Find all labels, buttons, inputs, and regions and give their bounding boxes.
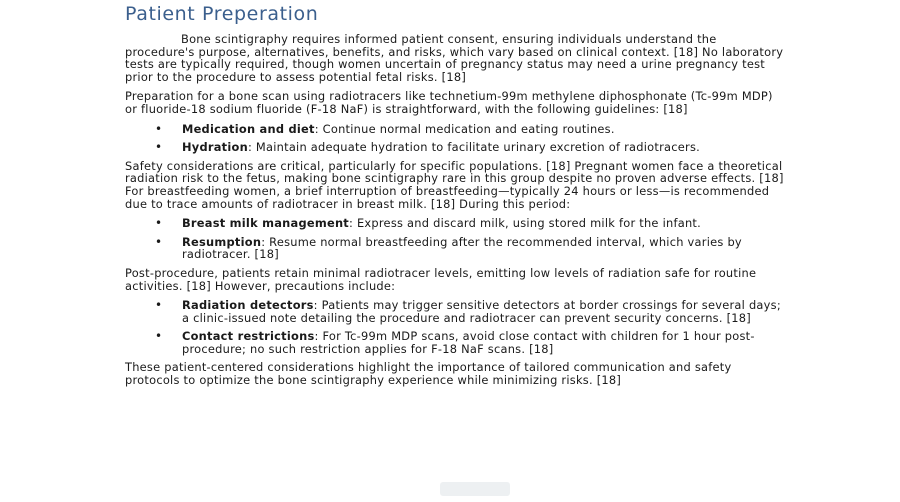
item-term: Medication and diet bbox=[182, 121, 315, 136]
intro-paragraph: Bone scintigraphy requires informed patient consent, ensuring individuals understand the procedure's purpose, alternatives, benefits, and risks, which vary based on clinical context. [18] No laboratory tests are typically required, though women uncertain of pregnancy status may need a urine pregnancy test prior to the procedure to assess potential fetal risks. [18] bbox=[125, 32, 784, 84]
preparation-paragraph: Preparation for a bone scan using radiotracers like technetium-99m methylene diphosphonate (Tc-99m MDP) or fluoride-18 sodium fluoride (F-18 NaF) is straightforward, with the following guidelines: [18] bbox=[125, 89, 773, 116]
document-body bbox=[125, 0, 785, 394]
bullet-icon: • bbox=[155, 216, 163, 231]
bullet-icon: • bbox=[155, 140, 163, 155]
post-procedure-paragraph: Post-procedure, patients retain minimal radiotracer levels, emitting low levels of radiation safe for routine activities. [18] However, precautions include: bbox=[125, 265, 757, 293]
item-text: : Patients may trigger sensitive detectors at border crossings for several days; a clinic-issued note detailing the procedure and radiotracer can prevent security concerns. [18] bbox=[182, 298, 781, 325]
bullet-icon: • bbox=[155, 329, 163, 344]
list-item bbox=[125, 141, 785, 154]
bullet-icon: • bbox=[155, 234, 163, 249]
list-item bbox=[125, 236, 785, 261]
precautions-list bbox=[125, 299, 785, 355]
section-title: Patient Preperation bbox=[125, 3, 319, 25]
preparation-list bbox=[125, 123, 785, 154]
item-term: Resumption bbox=[182, 234, 262, 249]
item-text: : Express and discard milk, using stored milk for the infant. bbox=[349, 216, 701, 231]
item-text: : For Tc-99m MDP scans, avoid close contact with children for 1 hour post-procedure; no such restriction applies for F-18 NaF scans. [18] bbox=[182, 329, 755, 356]
breastfeeding-list bbox=[125, 217, 785, 261]
safety-paragraph: Safety considerations are critical, particularly for specific populations. [18] Pregnant women face a theoretical radiation risk to the fetus, making bone scintigraphy rare in this group despite no proven adverse effects. [18] For breastfeeding women, a brief interruption of breastfeeding—typically 24 hours or less—is recommended due to trace amounts of radiotracer in breast milk. [18] During this period: bbox=[125, 158, 784, 211]
item-text: : Maintain adequate hydration to facilitate urinary excretion of radiotracers. bbox=[247, 140, 701, 155]
list-item bbox=[125, 330, 785, 355]
conclusion-paragraph: These patient-centered considerations highlight the importance of tailored communication and safety protocols to optimize the bone scintigraphy experience while minimizing risks. [18] bbox=[125, 360, 732, 388]
item-text: : Continue normal medication and eating routines. bbox=[314, 121, 615, 136]
list-item bbox=[125, 217, 785, 230]
item-term: Radiation detectors bbox=[182, 298, 314, 313]
item-text: : Resume normal breastfeeding after the recommended interval, which varies by radiotracer. [18] bbox=[182, 234, 742, 262]
watermark-smudge bbox=[440, 482, 510, 496]
item-term: Breast milk management bbox=[182, 216, 349, 231]
bullet-icon: • bbox=[155, 121, 163, 136]
bullet-icon: • bbox=[155, 298, 163, 313]
item-term: Contact restrictions bbox=[182, 329, 315, 344]
list-item bbox=[125, 299, 785, 324]
list-item bbox=[125, 123, 785, 136]
item-term: Hydration bbox=[182, 140, 248, 155]
